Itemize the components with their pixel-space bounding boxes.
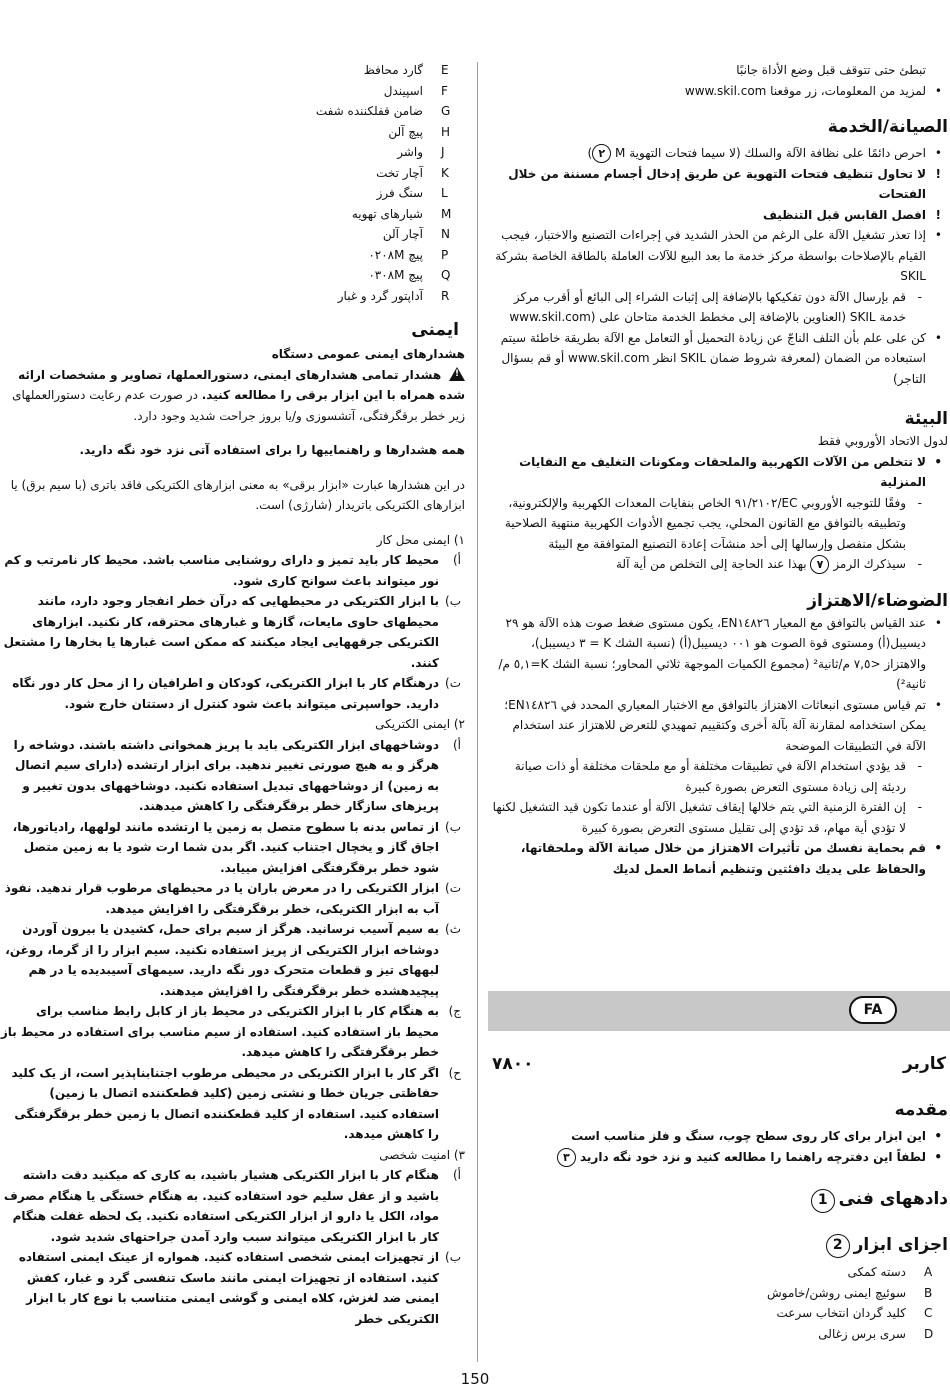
list-item: گارد محافظ E [363,63,449,77]
column-divider [477,62,478,1362]
list-item: ت) درهنگام کار با ابزار الکتریکی، کودکان و اطرافیان را از محل کار دور نگاه دارید. حواسپرتی میتواند باعث شود کنترل از دستتان خارج شود. [12,676,461,711]
list-item: سوئیچ ایمنی روشن/خاموش B [767,1285,933,1300]
maintenance-bullet-2: • إذا تعذر تشغيل الآلة على الرغم من الحذر الشديد في إجراءات التصنيع والاختبار، فيجب القيام بالإصلاحات بواسطة مركز خدمة ما بعد البيع للآلات العاملة بالطاقة الخاصة بشركة SKIL [490,225,948,287]
list-item: آچار تخت K [376,165,449,180]
environment-dash-1: - وفقًا للتوجيه الأوروبي EC/٩١/٢١٠٢ الخاص بنفايات المعدات الكهربية والإلكترونية، وتطبيقه بالتوافق مع القانون المحلي، يجب تجميع الأدوات الكهربية منتهية الصلاحية بشكل منفصل وإرسالها إلى أحد منشآت إعادة التصنيع المتوافقة مع البيئة [490,493,948,555]
maintenance-dash-1: - قم بإرسال الآلة دون تفكيكها بالإضافة إلى إثبات الشراء إلى البائع أو أقرب مركز خدمة SKIL (العناوين بالإضافة إلى مخطط الخدمة متاحان على (www.skil.com [490,287,948,328]
noise-bullet-2: • تم قياس مستوى انبعاثات الاهتزاز بالتوافق مع الاختبار المعياري المحدد في EN١٤٨٢٦؛ يمكن استخدامه لمقارنة آلة بآلة أخرى وكتقييم تمهيدي للتعرض للاهتزاز عند استخدام الآلة في التطبيقات الموضحة [490,695,948,757]
list-item: آداپتور گرد و غبار R [337,288,450,303]
general-warning-paragraph: ! هشدار تمامی هشدارهای ایمنی، دستورالعملها، تصاویر و مشخصات ارائه شده همراه با این ابزار برقی را مطالعه کنید. در صورت عدم رعایت دستورالعملهای زیر خطر برقگرفتگی، آتشسوزی و/یا بروز جراحت شدید وجود دارد. [0,365,465,427]
maintenance-warning-2: ! افصل القابس قبل التنظيف [490,205,948,226]
environment-heading: البيئة [904,409,948,429]
term-definition: در این هشدارها عبارت «ابزار برقی» به معنی ابزارهای الکتریکی فاقد باتری (با سیم برق) یا ابزارهای الکتریکی باتریدار (شارژی) است. [10,477,465,512]
environment-dash-2: - سيذكرك الرمز ٧ بهذا عند الحاجة إلى التخلص من أية آلة [490,554,948,575]
noise-heading: الضوضاء/الاهتزاز [807,590,948,611]
safety-heading: ایمنی [411,320,459,340]
list-item: ب) از تجهیزات ایمنی شخصی استفاده کنید. همواره از عینک ایمنی استفاده کنید. استفاده از تجهیزات ایمنی مانند ماسک تنفسی گرد و غبار، کفش ایمنی ضد لغزش، کلاه ایمنی و گوشی ایمنی متناسب با نوع کار با ابزار الکتریکی خطر [18,1250,461,1326]
list-item: شیارهای تهویه M [351,206,452,221]
maintenance-heading: الصيانة/الخدمة [827,117,948,137]
arabic-column [490,60,948,879]
page-number: 150 [460,1370,490,1388]
parts-list-right [490,1262,948,1344]
introduction-heading: مقدمه [894,1100,948,1120]
noise-bullet-1: • عند القياس بالتوافق مع المعيار EN١٤٨٢٦، يكون مستوى ضغط صوت هذه الآلة هو ٢٩ ديسيبل(أ) ومستوى قوة الصوت هو ٠٠١ ديسيبل(أ) (نسبة الشك K = ٣ ديسيبل)، والاهتزاز ‎<٧,٥ م/ثانية² (مجموع الكميات الموجهة ثلاثي المحاور؛ نسبة الشك K=٥,١ م/ثانية²) [490,613,948,695]
figure-ref-icon: ٣ [557,1148,576,1167]
maintenance-warning-1: ! لا تحاول تنظيف فتحات التهوية عن طريق إدخال أجسام مسننة من خلال الفتحات [490,164,948,205]
noise-warning: • قم بحماية نفسك من تأثيرات الاهتزاز من خلال صيانة الآلة وملحقاتها، والحفاظ على يديك دافئتين وتنظيم أنماط العمل لديك [490,838,948,879]
tool-title-row [490,1052,948,1078]
environment-bullet-1: • لا تتخلص من الآلات الكهربية والملحقات ومكونات التغليف مع النفايات المنزلية [490,452,948,493]
list-item: اسپیندل F [383,83,448,98]
list-item: پیچ آلن H [388,124,451,139]
list-item: سری برس زغالی D [818,1326,934,1341]
list-item: ضامن قفلکننده شفت G [315,104,451,118]
keep-instructions: همه هشدارها و راهنماییها را برای استفاده آتی نزد خود نگه دارید. [79,443,465,457]
list-item: پیچ ۰۲۰۸M P [368,247,449,262]
list-item: أ) هنگام کار با ابزار الکتریکی هشیار باشید، به کاری که میکنید دقت داشته باشید و از عقل سلیم خود استفاده کنید. به هنگام خستگی یا هنگام مصرف مواد، الکل یا دارو از ابزار الکتریکی استفاده نکنید. یک لحظه غفلت هنگام کار با ابزار الکتریکی میتواند سبب وارد آمدن جراحتهای شدید شود. [3,1168,461,1244]
list-item: أ) دوشاخههای ابزار الکتریکی باید با پریز همخوانی داشته باشند. دوشاخه را هرگز و به هیچ صورتی تغییر ندهید. برای ابزار ارتشده (دارای سیم اتصال به زمین) از دوشاخههای تبدیل استفاده نکنید. دوشاخههای بدون تغییر و پریزهای سازگار خطر برقگرفتگی را کاهش میدهند. [13,737,461,813]
list-item: آچار آلن N [382,227,450,241]
list-item: ب) با ابزار الکتریکی در محیطهایی که درآن خطر انفجار وجود دارد، مانند محیطهای حاوی مایعات، گازها و غبارهای محترقه، کار نکنید. ابزارهای الکتریکی جرقههایی ایجاد میکنند که ممکن است غبارها یا بخارها را مشتعل کنند. [3,594,461,670]
noise-dash-1: - قد يؤدي استخدام الآلة في تطبيقات مختلفة أو مع ملحقات مختلفة أو ذات صيانة رديئة إلى زيادة مستوى التعرض بصورة كبيرة [490,756,948,797]
list-item: کلید گردان انتخاب سرعت C [776,1306,933,1320]
maintenance-bullet-1: • احرص دائمًا على نظافة الآلة والسلك (لا سيما فتحات التهوية M ٢) [490,143,948,164]
language-badge: FA [849,996,897,1024]
figure-ref-icon: 2 [826,1234,850,1258]
list-item: ت) ابزار الکتریکی را در معرض باران یا در محیطهای مرطوب قرار ندهید. نفوذ آب به ابزار الکتریکی، خطر برقگرفتگی را افزایش میدهد. [4,881,461,916]
list-item: ب) از تماس بدنه با سطوح متصل به زمین یا ارتشده مانند لولهها، رادیاتورها، اجاق گاز و یخچال اجتناب کنید. اگر بدن شما ارت شود یا به زمین متصل شود خطر برقگرفتگی افزایش مییابد. [12,819,461,875]
figure-ref-icon: ٢ [592,144,611,163]
list-item: واشر J [397,145,445,159]
introduction-bullet-2: • لطفاً این دفترچه راهنما را مطالعه کنید و نزد خود نگه دارید ٣ [490,1147,948,1168]
disposal-symbol-icon: ٧ [810,555,829,574]
tool-name: کاربر [902,1054,946,1074]
list-item: ح) اگر کار با ابزار الکتریکی در محیطی مرطوب اجتنابناپذیر است، از یک کلید حفاظتی جریان خطا و نشتی زمین (کلید قطعکننده اتصال با زمین) استفاده کنید. استفاده از کلید قطعکننده اتصال با زمین خطر برقگرفتگی را کاهش میدهد. [11,1065,461,1141]
tool-model: ۷۸۰۰ [492,1054,534,1074]
persian-column [0,60,465,1329]
list-item: أ) محیط کار باید تمیز و دارای روشنایی مناسب باشد. محیط کار نامرتب و کم نور میتواند باعث سوانح کاری شود. [4,553,461,588]
technical-data-heading: دادههای فنی 1 [490,1187,948,1213]
electrical-safety-heading: ۲) ایمنی الکتریکی [375,717,465,731]
list-item: پیچ ۰۳۰۸M Q [368,268,451,282]
list-item: ث) به سیم آسیب نرسانید. هرگز از سیم برای حمل، کشیدن یا بیرون آوردن دوشاخه ابزار الکتریکی از پریز استفاده نکنید. سیم ابزار را از گرما، روغن، لبههای تیز و قطعات متحرک دور نگه دارید. سیمهای آسیبدیده یا در هم پیچیدهشده خطر برقگرفتگی را افزایش میدهند. [5,922,461,998]
figure-ref-icon: 1 [811,1189,835,1213]
list-item: دسته کمکی A [847,1265,933,1279]
work-area-heading: ۱) ایمنی محل کار [376,532,465,547]
persian-intro-block [490,1052,948,1344]
noise-dash-2: - إن الفترة الزمنية التي يتم خلالها إيقاف تشغيل الآلة أو عندما تكون قيد التشغيل لكنها لا تؤدي أية مهام، قد تؤدي إلى تقليل مستوى التعرض بصورة كبيرة [490,797,948,838]
list-item: سنگ فرز L [376,186,448,200]
list-item: ج) به هنگام کار با ابزار الکتریکی در محیط باز از کابل رابط مناسب برای محیط باز استفاده کنید. استفاده از سیم مناسب برای استفاده در محیط باز خطر برقگرفتگی را کاهش میدهد. [0,1004,461,1059]
warning-triangle-icon [449,367,465,381]
general-warnings-heading: هشدارهای ایمنی عمومی دستگاه [271,347,465,361]
personal-safety-heading: ۳) امنیت شخصی [379,1147,465,1162]
tool-parts-heading: اجزای ابزار 2 [490,1233,948,1259]
environment-subtitle: لدول الاتحاد الأوروبي فقط [817,434,948,448]
parts-list-left [0,60,465,306]
maintenance-bullet-3: • كن على علم بأن التلف الناجّ عن زيادة التحميل أو التعامل مع الآلة بطريقة خاطئة سيتم استبعاده من الضمان (لمعرفة شروط ضمان SKIL انظر www.skil.com أو قم بسؤال التاجر) [490,328,948,390]
intro-line-2: • لمزيد من المعلومات، زر موقعنا www.skil.com [490,81,948,102]
intro-line-1: تبطئ حتى تتوقف قبل وضع الأداة جانبًا [736,63,926,77]
introduction-bullet-1: • این ابزار برای کار روی سطح چوب، سنگ و فلز مناسب است [490,1126,948,1147]
